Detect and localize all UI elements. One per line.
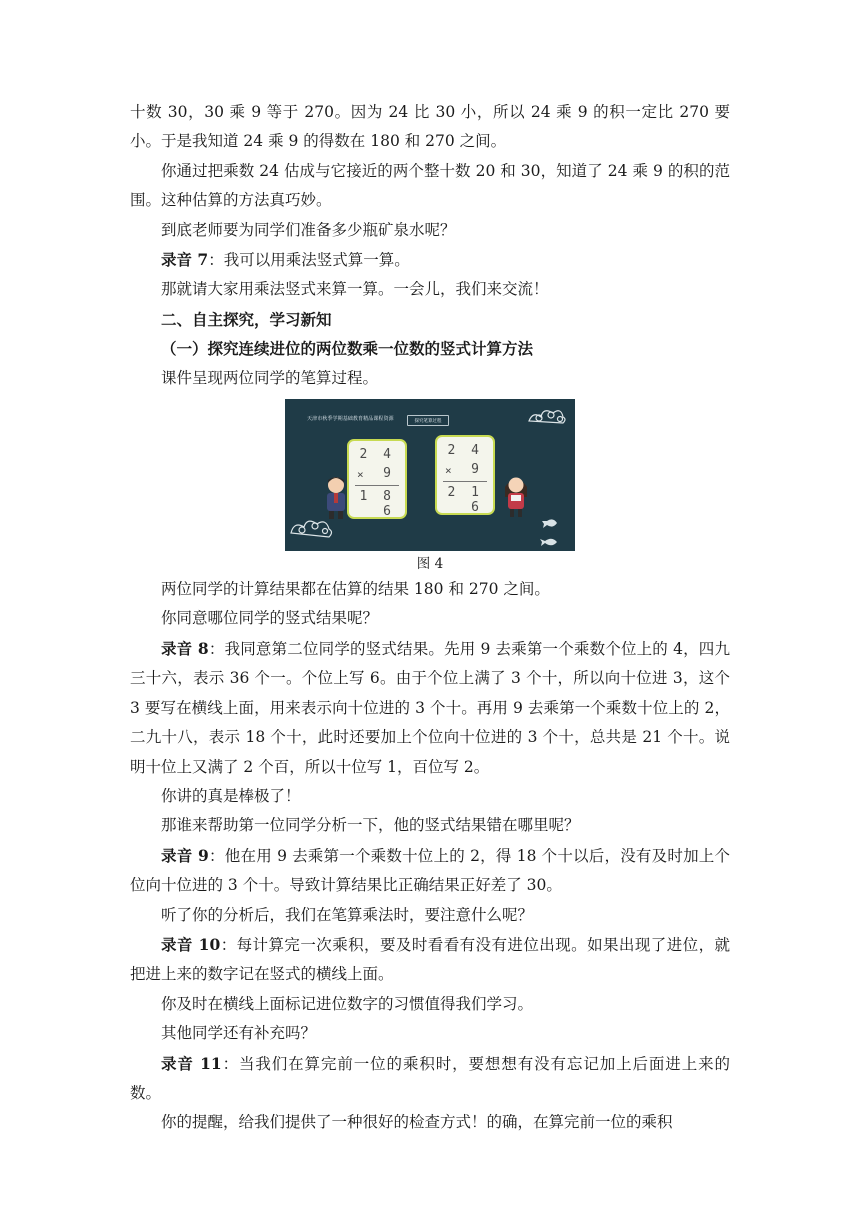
section-heading: 二、自主探究，学习新知	[161, 309, 332, 329]
paragraph	[130, 841, 730, 901]
handwritten-card-1	[347, 439, 407, 519]
paragraph: 你通过把乘数 24 估成与它接近的两个整十数 20 和 30，知道了 24 乘 9 的积的范围。这种估算的方法真巧妙。	[130, 161, 730, 210]
paragraph: 那就请大家用乘法竖式来算一算。一会儿，我们来交流！	[161, 280, 549, 299]
figure	[130, 399, 730, 551]
paragraph: 你及时在横线上面标记进位数字的习惯值得我们学习。	[161, 994, 534, 1013]
fish-ornament-icon	[539, 515, 569, 549]
paragraph: 课件呈现两位同学的笔算过程。	[161, 368, 379, 387]
multiplier: 9	[383, 466, 395, 482]
paragraph: 两位同学的计算结果都在估算的结果 180 和 270 之间。	[161, 580, 550, 599]
slide-title: 天津市秋季学期基础教育精品课程资源	[307, 416, 394, 423]
paragraph-text: ：我可以用乘法竖式算一算。	[208, 251, 410, 270]
product: 1 8 6	[359, 489, 395, 520]
multiplicand: 2 4	[359, 447, 395, 463]
paragraph	[130, 930, 730, 990]
times-sign: ×	[357, 468, 364, 482]
paragraph-text: ：当我们在算完前一位的乘积时，要想想有没有忘记加上后面进上来的数。	[130, 1054, 730, 1102]
paragraph	[130, 1049, 730, 1109]
paragraph: 你同意哪位同学的竖式结果呢？	[161, 609, 379, 628]
paragraph-text: ：每计算完一次乘积，要及时看看有没有进位出现。如果出现了进位，就把进上来的数字记在竖式的横线上面。	[130, 935, 730, 984]
cloud-ornament-icon	[525, 403, 569, 429]
handwritten-card-2	[435, 435, 495, 515]
paragraph: 十数 30，30 乘 9 等于 270。因为 24 比 30 小，所以 24 乘 9 的积一定比 270 要小。于是我知道 24 乘 9 的得数在 180 和 270 之间。	[130, 103, 730, 151]
courseware-slide-image	[285, 399, 575, 551]
paragraph	[130, 245, 730, 275]
boy-student-icon	[321, 475, 351, 519]
girl-student-icon	[501, 473, 531, 519]
paragraph: 你的提醒，给我们提供了一种很好的检查方式！的确，在算完前一位的乘积	[161, 1113, 673, 1132]
recording-label: 录音 7	[161, 250, 209, 270]
multiplier: 9	[471, 462, 483, 478]
paragraph: 听了你的分析后，我们在笔算乘法时，要注意什么呢？	[161, 905, 534, 924]
times-sign: ×	[445, 464, 452, 478]
multiplicand: 2 4	[447, 443, 483, 459]
recording-label: 录音 8	[161, 638, 209, 658]
paragraph: 其他同学还有补充吗？	[161, 1024, 317, 1043]
product: 2 1 6	[447, 485, 483, 516]
document-page	[130, 98, 730, 1138]
recording-label: 录音 9	[161, 845, 209, 865]
recording-label: 录音 10	[161, 934, 221, 954]
paragraph: 你讲的真是棒极了！	[161, 786, 301, 805]
recording-label: 录音 11	[161, 1053, 222, 1073]
paragraph: 到底老师要为同学们准备多少瓶矿泉水呢？	[161, 220, 456, 239]
slide-chip: 探究笔算过程	[407, 415, 449, 426]
paragraph-text: ：我同意第二位同学的竖式结果。先用 9 去乘第一个乘数个位上的 4，四九三十六，表示 36 个一。个位上写 6。由于个位上满了 3 个十，所以向十位进 3，这个 3 要写在横线上面，用来表示向十位进的 3 个十。再用 9 去乘第一个乘数十位上的 2，二九十八，表示 18 个十，此时还要加上个位向十位进的 3 个十，总共是 21 个十。说明十位上又满了 2 个百，所以十位写 1，百位写 2。	[130, 639, 730, 776]
paragraph	[130, 634, 730, 782]
paragraph-text: ：他在用 9 去乘第一个乘数十位上的 2，得 18 个十以后，没有及时加上个位向十位进的 3 个十。导致计算结果比正确结果正好差了 30。	[130, 846, 730, 895]
paragraph: 那谁来帮助第一位同学分析一下，他的竖式结果错在哪里呢？	[161, 816, 580, 835]
figure-caption: 图 4	[416, 556, 444, 573]
subsection-heading: （一）探究连续进位的两位数乘一位数的竖式计算方法	[161, 339, 534, 359]
